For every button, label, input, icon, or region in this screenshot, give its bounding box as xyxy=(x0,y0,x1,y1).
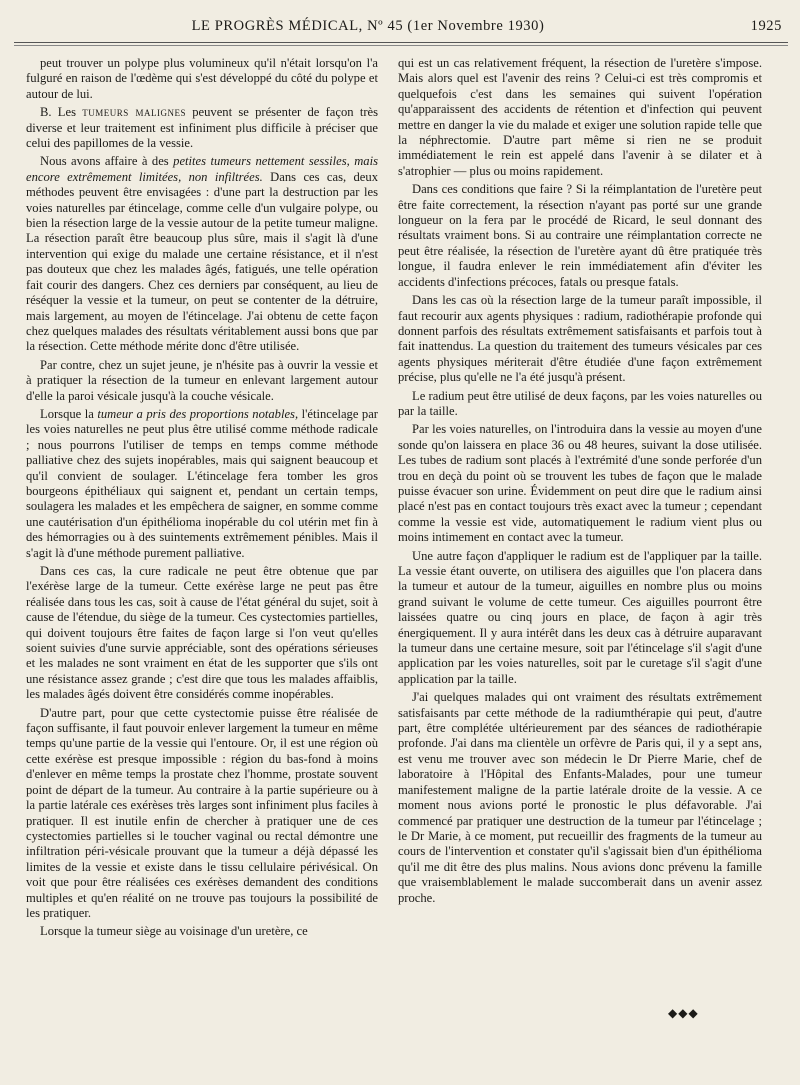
right-column xyxy=(398,56,762,909)
paragraph: Dans ces cas, la cure radicale ne peut être obtenue que par l'exérèse large de la tumeur. Cette exérèse large ne peut pas être réalisée dans tous les cas, soit à cause de l'état général du sujet, soit à cause de l'étendue, du siège de la tumeur. Ces cystectomies partielles, qui doivent toujours être faites de façon large si l'on veut qu'elles soient suivies d'une survie appréciable, sont des opérations sérieuses et les malades ne sont vraiment en état de les supporter que s'ils ont une résistance assez grande ; c'est dire que tous les malades affaiblis, les malades âgés doivent être considérés comme inopérables. xyxy=(26,564,378,702)
paragraph: J'ai quelques malades qui ont vraiment des résultats extrêmement satisfaisants par cette méthode de la radiumthérapie qui peut, d'autre part, être complétée ultérieurement par des séances de radiothérapie profonde. J'ai dans ma clientèle un orfèvre de Paris qui, il y a sept ans, est venu me trouver avec son médecin le Dr Pierre Marie, chef de laboratoire à l'Hôpital des Enfants-Malades, pour une tumeur manifestement maligne de la partie latérale droite de la vessie. A ce moment nous avions porté le pronostic le plus défavorable. J'ai commencé par pratiquer une destruction de la tumeur par l'étincelage ; le Dr Marie, à ce moment, put recueillir des fragments de la tumeur au cours de l'intervention et constater qu'il s'agissait bien d'un épithélioma qu'il me dit être des plus malins. Nous avions donc prévenu la famille que vraisemblablement le malade succomberait dans un avenir assez proche. xyxy=(398,690,762,905)
paragraph: Par les voies naturelles, on l'introduira dans la vessie au moyen d'une sonde qu'on laissera en place 36 ou 48 heures, suivant la dose utilisée. Les tubes de radium sont placés à l'extrémité d'une sonde perforée d'un trou en deçà du point où se trouvent les tubes de façon que le malade puisse évacuer son urine. Évidemment on peut dire que le radium ainsi placé n'est pas en contact toujours très exact avec la tumeur ; cependant comme la vessie est vide, automatiquement le radium vient plus ou moins intimement en contact avec la tumeur. xyxy=(398,422,762,545)
journal-title: LE PROGRÈS MÉDICAL, Nº 45 (1er Novembre 1930) xyxy=(191,18,545,34)
paragraph: D'autre part, pour que cette cystectomie puisse être réalisée de façon suffisante, il faut pouvoir enlever largement la tumeur en même temps qu'une partie de la vessie qui l'entoure. Or, il est une région où cette exérèse est presque impossible : région du bas-fond à moins d'enlever en même temps la prostate chez l'homme, prostate souvent point de départ de la tumeur. Au contraire à la partie supérieure ou à la partie latérale ces exérèses très larges sont infiniment plus faciles à pratiquer. Il est inutile enfin de chercher à pratiquer une de ces cystectomies partielles si le toucher vaginal ou rectal démontre une infiltration péri-vésicale prouvant que la tumeur a déjà dépassé les limites de la vessie et existe dans le tissu cellulaire périvésical. On voit que pour être réalisées ces exérèses demandent des conditions multiples et qu'en réalité on ne trouve pas toujours la possibilité de les pratiquer. xyxy=(26,705,378,920)
paragraph: Dans les cas où la résection large de la tumeur paraît impossible, il faut recourir aux agents physiques : radium, radiothérapie profonde qui donnent parfois des résultats extrêmement satisfaisants et parfois tout à fait inattendus. La question du traitement des tumeurs vésicales par ces agents physiques mériterait d'être étudiée d'une façon extrêmement précise, plus qu'elle ne l'a été jusqu'à présent. xyxy=(398,293,762,385)
paragraph: Une autre façon d'appliquer le radium est de l'appliquer par la taille. La vessie étant ouverte, on utilisera des aiguilles que l'on placera dans la tumeur et autour de la tumeur, aiguilles en nombre plus ou moins grand suivant le volume de cette tumeur. Ces aiguilles pourront être laissées quatre ou cinq jours en place, de façon à agir très énergiquement. Il y aura intérêt dans les deux cas à détruire auparavant la tumeur dans une certaine mesure, soit par l'étincelage s'il s'agit d'une application par les voies naturelles, soit par le curetage s'il s'agit d'une application par la taille. xyxy=(398,548,762,686)
page-number: 1925 xyxy=(750,18,782,34)
left-column xyxy=(26,56,378,943)
running-header xyxy=(14,16,782,38)
paragraph: Lorsque la tumeur a pris des proportions notables, l'étincelage par les voies naturelles ne peut plus être utilisé comme méthode radicale ; nous pourrons l'utiliser de temps en temps comme méthode palliative chez des sujets inopérables, mais qui saignent beaucoup et qu'il convient de soulager. L'étincelage fera tomber les gros bourgeons épithéliaux qui saignent et, pendant un certain temps, soulagera les malades et les empêchera de saigner, en somme comme une cautérisation d'un épithélioma inopérable du col utérin met fin à des hémorragies ou à des suintements extrêmement pénibles. Mais il s'agit là d'une méthode purement palliative. xyxy=(26,406,379,560)
paragraph: Lorsque la tumeur siège au voisinage d'un uretère, ce xyxy=(40,924,308,939)
paragraph: qui est un cas relativement fréquent, la résection de l'uretère s'impose. Mais alors quel est l'avenir des reins ? Celui-ci est très compromis et quelquefois c'est dans les semaines qui suivent l'opération qu'apparaissent des accidents de rétention et d'infection qui peuvent mettre en danger la vie du malade et exiger une solution rapide telle que la néphrectomie. D'autre part même si rien ne se produit immédiatement le rein est appelé dans l'avenir à se dilater et à s'atrophier — plus ou moins rapidement. xyxy=(398,56,762,178)
header-rule xyxy=(14,42,788,43)
header-rule-thin xyxy=(14,45,788,46)
paragraph: Dans ces conditions que faire ? Si la réimplantation de l'uretère peut être faite correctement, la résection n'ayant pas porté sur une grande longueur on la fera par le procédé de Ricard, le seul donnant des résultats vraiment bons. Si au contraire une réimplantation correcte ne peut être réalisée, la résection de l'uretère ayant dû être pratiquée très longue, il faudra enlever le rein immédiatement afin d'éviter les accidents d'infections précoces, fatals ou presque fatals. xyxy=(398,182,762,289)
paragraph: Nous avons affaire à des petites tumeurs nettement sessiles, mais encore extrêmement limitées, non infiltrées. Dans ces cas, deux méthodes peuvent être envisagées : d'une part la destruction par les voies naturelles par étincelage, comme celle d'un vulgaire polype, ou bien la résection large de la vessie autour de la petite tumeur maligne. La résection paraît être beaucoup plus sûre, mais il s'agit là d'une intervention qui exige du malade une certaine résistance, et il n'est pas douteux que chez les malades âgés, fatigués, une telle opération fait courir des dangers. Chez ces derniers par conséquent, au lieu de réséquer la vessie et la tumeur, on peut se contenter de la détruire, mais largement, au moyen de l'étincelage. J'ai obtenu de cette façon chez quelques malades des résultats véritablement aussi bons que par la résection. Cette méthode mérite donc d'être utilisée. xyxy=(26,154,378,354)
paragraph: peut trouver un polype plus volumineux qu'il n'était lorsqu'on l'a fulguré en raison de l'œdème qui s'est développé du côté du polype et autour de lui. xyxy=(26,56,378,101)
end-ornament: ◆◆◆ xyxy=(668,1006,699,1020)
paragraph: B. Les tumeurs malignes peuvent se présenter de façon très diverse et leur traitement est infiniment plus difficile à préciser que celui des papillomes de la vessie. xyxy=(26,105,379,151)
paragraph: Le radium peut être utilisé de deux façons, par les voies naturelles ou par la taille. xyxy=(398,388,762,418)
paragraph: Par contre, chez un sujet jeune, je n'hésite pas à ouvrir la vessie et à pratiquer la résection de la tumeur en enlevant largement autour d'elle la paroi vésicale jusqu'à la couche vésicale. xyxy=(26,357,378,403)
